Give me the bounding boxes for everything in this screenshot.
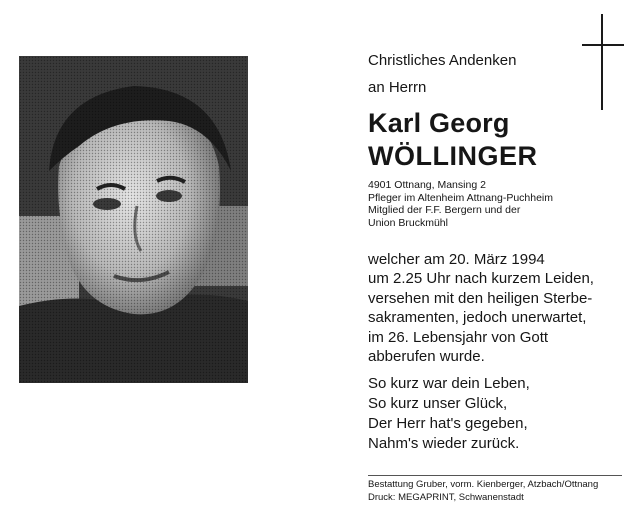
obituary-line: um 2.25 Uhr nach kurzem Leiden,: [368, 270, 594, 288]
memorial-poem: [368, 374, 530, 454]
poem-line: So kurz war dein Leben,: [368, 375, 530, 392]
intro-line-1: Christliches Andenken: [368, 52, 517, 69]
detail-line: Union Bruckmühl: [368, 216, 448, 229]
poem-line: Der Herr hat's gegeben,: [368, 415, 528, 432]
first-names: Karl Georg: [368, 108, 510, 138]
obituary-text: [368, 250, 594, 366]
obituary-line: im 26. Lebensjahr von Gott: [368, 328, 549, 346]
obituary-line: versehen mit den heiligen Sterbe-: [368, 289, 593, 307]
intro-line-2: an Herrn: [368, 79, 427, 96]
footer-divider: [368, 475, 622, 476]
obituary-line: welcher am 20. März 1994: [368, 251, 545, 268]
portrait-photo: [19, 56, 248, 383]
surname: WÖLLINGER: [368, 141, 538, 171]
detail-line: Pfleger im Altenheim Attnang-Puchheim: [368, 191, 554, 204]
detail-line: Mitglied der F.F. Bergern und der: [368, 204, 521, 217]
detail-line: 4901 Ottnang, Mansing 2: [368, 179, 486, 191]
poem-line: Nahm's wieder zurück.: [368, 435, 520, 452]
printer-credit: Druck: MEGAPRINT, Schwanenstadt: [368, 491, 524, 503]
obituary-line: sakramenten, jedoch unerwartet,: [368, 309, 587, 327]
personal-details: [368, 179, 553, 229]
latin-cross-icon: [582, 14, 624, 110]
obituary-line: abberufen wurde.: [368, 348, 485, 366]
print-credits: [368, 479, 598, 504]
funeral-home-credit: Bestattung Gruber, vorm. Kienberger, Atzbach/Ottnang: [368, 479, 599, 490]
poem-line: So kurz unser Glück,: [368, 395, 508, 412]
